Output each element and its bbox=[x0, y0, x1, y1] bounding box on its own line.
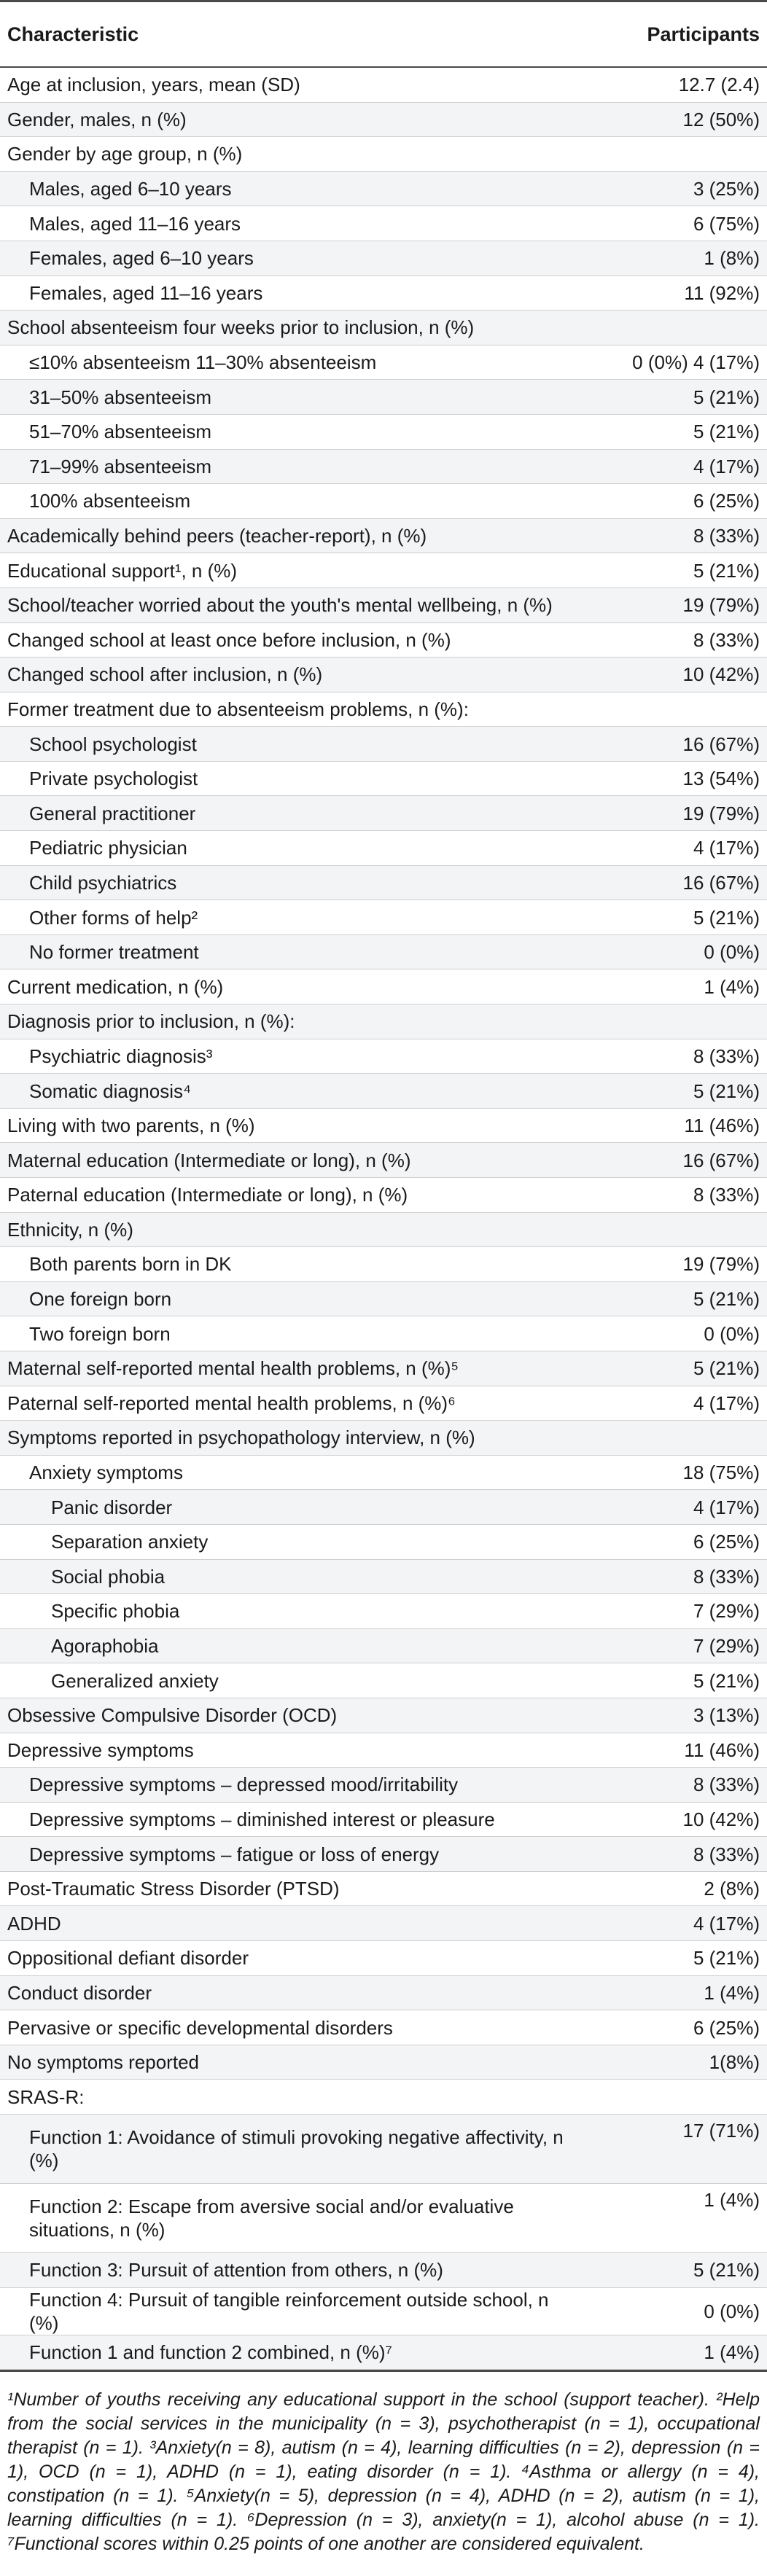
table-row bbox=[0, 1525, 767, 1560]
table-row bbox=[0, 831, 767, 866]
row-value: 6 (75%) bbox=[693, 212, 760, 235]
row-value: 3 (13%) bbox=[693, 1704, 760, 1727]
row-label: Function 2: Escape from aversive social and/or evaluative situations, n (%) bbox=[29, 2196, 514, 2241]
table-row bbox=[0, 553, 767, 588]
row-value: 13 (54%) bbox=[682, 768, 760, 790]
table-row bbox=[0, 1143, 767, 1178]
row-value: 19 (79%) bbox=[682, 802, 760, 824]
row-value: 7 (29%) bbox=[693, 1600, 760, 1623]
row-label: Social phobia bbox=[51, 1565, 166, 1588]
table-row bbox=[0, 2010, 767, 2045]
row-value: 1 (8%) bbox=[704, 247, 760, 270]
row-label: Females, aged 6–10 years bbox=[29, 247, 254, 270]
row-value: 12 (50%) bbox=[682, 108, 760, 130]
row-value: 18 (75%) bbox=[682, 1461, 760, 1484]
row-label: SRAS-R: bbox=[7, 2085, 85, 2108]
table-row bbox=[0, 1351, 767, 1386]
row-label: Current medication, n (%) bbox=[7, 975, 224, 998]
table-row bbox=[0, 2045, 767, 2080]
row-label: Depressive symptoms – fatigue or loss of energy bbox=[29, 1843, 440, 1865]
row-label: Function 1: Avoidance of stimuli provoking negative affectivity, n (%) bbox=[29, 2126, 564, 2172]
row-label: Academically behind peers (teacher-report), n (%) bbox=[7, 525, 427, 547]
table-row bbox=[0, 1698, 767, 1733]
table-row bbox=[0, 311, 767, 346]
row-label: Depressive symptoms bbox=[7, 1738, 194, 1761]
table-row bbox=[0, 1178, 767, 1213]
row-label: Males, aged 11–16 years bbox=[29, 212, 241, 235]
row-label: Paternal self-reported mental health problems, n (%)⁶ bbox=[7, 1392, 456, 1414]
row-value: 8 (33%) bbox=[693, 1184, 760, 1206]
table-row bbox=[0, 1663, 767, 1698]
row-label: School psychologist bbox=[29, 733, 197, 755]
row-value: 10 (42%) bbox=[682, 1808, 760, 1830]
row-label: 100% absenteeism bbox=[29, 490, 191, 512]
table-row bbox=[0, 1629, 767, 1664]
row-value: 12.7 (2.4) bbox=[678, 74, 760, 96]
row-value: 16 (67%) bbox=[682, 733, 760, 755]
row-label: One foreign born bbox=[29, 1288, 172, 1311]
row-label: Gender, males, n (%) bbox=[7, 108, 187, 130]
row-label: General practitioner bbox=[29, 802, 196, 824]
row-label: ADHD bbox=[7, 1912, 61, 1935]
table-row bbox=[0, 796, 767, 831]
row-value: 1 (4%) bbox=[704, 975, 760, 998]
table-row bbox=[0, 935, 767, 970]
row-value: 4 (17%) bbox=[693, 1912, 760, 1935]
table-row bbox=[0, 1976, 767, 2011]
table-row bbox=[0, 1941, 767, 1976]
row-value: 0 (0%) bbox=[704, 2300, 760, 2322]
table-row bbox=[0, 68, 767, 103]
table-row bbox=[0, 969, 767, 1004]
table-row bbox=[0, 1004, 767, 1039]
row-value: 6 (25%) bbox=[693, 1531, 760, 1553]
table-row bbox=[0, 1213, 767, 1248]
row-value: 8 (33%) bbox=[693, 1045, 760, 1067]
row-label: Living with two parents, n (%) bbox=[7, 1115, 255, 1137]
row-label: Generalized anxiety bbox=[51, 1669, 219, 1692]
row-label: Conduct disorder bbox=[7, 1981, 152, 2004]
table-row bbox=[0, 1906, 767, 1941]
row-value: 4 (17%) bbox=[693, 1392, 760, 1414]
row-value: 17 (71%) bbox=[682, 2120, 760, 2142]
row-value: 0 (0%) bbox=[704, 1322, 760, 1345]
table-row bbox=[0, 1594, 767, 1629]
table-row bbox=[0, 2335, 767, 2370]
table-row bbox=[0, 762, 767, 797]
row-value: 8 (33%) bbox=[693, 525, 760, 547]
row-value: 16 (67%) bbox=[682, 871, 760, 894]
row-label: 71–99% absenteeism bbox=[29, 455, 212, 477]
row-label: Panic disorder bbox=[51, 1496, 173, 1518]
row-value: 5 (21%) bbox=[693, 2259, 760, 2282]
table-row bbox=[0, 657, 767, 692]
row-value: 5 (21%) bbox=[693, 1947, 760, 1970]
row-value: 1 (4%) bbox=[704, 2189, 760, 2212]
table-row bbox=[0, 1456, 767, 1491]
table-row bbox=[0, 1768, 767, 1803]
row-value: 8 (33%) bbox=[693, 628, 760, 651]
row-value: 19 (79%) bbox=[682, 1253, 760, 1276]
table-row bbox=[0, 206, 767, 241]
table-row bbox=[0, 1421, 767, 1456]
row-label: Function 4: Pursuit of tangible reinforcement outside school, n (%) bbox=[29, 2288, 549, 2334]
row-value: 5 (21%) bbox=[693, 386, 760, 408]
row-value: 19 (79%) bbox=[682, 594, 760, 617]
row-label: Other forms of help² bbox=[29, 906, 198, 929]
table-row bbox=[0, 1733, 767, 1768]
table-row bbox=[0, 2080, 767, 2115]
row-label: Specific phobia bbox=[51, 1600, 180, 1623]
table-row bbox=[0, 380, 767, 415]
row-value: 8 (33%) bbox=[693, 1773, 760, 1796]
row-value: 1 (4%) bbox=[704, 2341, 760, 2363]
row-label: School/teacher worried about the youth's mental wellbeing, n (%) bbox=[7, 594, 553, 617]
table-row bbox=[0, 1872, 767, 1907]
row-label: Pediatric physician bbox=[29, 837, 187, 859]
table-row bbox=[0, 276, 767, 311]
row-label: Post-Traumatic Stress Disorder (PTSD) bbox=[7, 1878, 340, 1900]
table-row bbox=[0, 1282, 767, 1317]
row-value: 5 (21%) bbox=[693, 1669, 760, 1692]
row-value: 1(8%) bbox=[709, 2051, 760, 2074]
row-value: 5 (21%) bbox=[693, 559, 760, 582]
row-value: 5 (21%) bbox=[693, 1288, 760, 1311]
row-value: 5 (21%) bbox=[693, 1080, 760, 1102]
row-value: 11 (92%) bbox=[684, 281, 760, 304]
table-body bbox=[0, 68, 767, 2370]
row-value: 2 (8%) bbox=[704, 1878, 760, 1900]
row-label: Private psychologist bbox=[29, 768, 198, 790]
row-value: 0 (0%) 4 (17%) bbox=[632, 351, 760, 374]
table-row bbox=[0, 1074, 767, 1109]
table-row bbox=[0, 1316, 767, 1351]
row-value: 16 (67%) bbox=[682, 1149, 760, 1171]
row-label: Pervasive or specific developmental disorders bbox=[7, 2016, 393, 2039]
row-label: Somatic diagnosis⁴ bbox=[29, 1080, 192, 1102]
table-row bbox=[0, 1803, 767, 1838]
row-label: School absenteeism four weeks prior to inclusion, n (%) bbox=[7, 316, 475, 339]
table-row bbox=[0, 137, 767, 172]
row-label: Depressive symptoms – diminished interest or pleasure bbox=[29, 1808, 495, 1830]
row-label: Maternal self-reported mental health problems, n (%)⁵ bbox=[7, 1357, 459, 1380]
table-row bbox=[0, 450, 767, 485]
table-row bbox=[0, 1490, 767, 1525]
table-row bbox=[0, 484, 767, 519]
row-label: 31–50% absenteeism bbox=[29, 386, 212, 408]
row-value: 7 (29%) bbox=[693, 1635, 760, 1658]
row-value: 3 (25%) bbox=[693, 178, 760, 200]
row-value: 11 (46%) bbox=[684, 1115, 760, 1137]
table-row bbox=[0, 241, 767, 276]
row-label: ≤10% absenteeism 11–30% absenteeism bbox=[29, 351, 377, 374]
table-row bbox=[0, 866, 767, 901]
table-row bbox=[0, 623, 767, 658]
header-characteristic: Characteristic bbox=[7, 23, 139, 45]
row-label: Depressive symptoms – depressed mood/irritability bbox=[29, 1773, 459, 1796]
row-label: Oppositional defiant disorder bbox=[7, 1947, 249, 1970]
row-label: Changed school after inclusion, n (%) bbox=[7, 663, 323, 686]
row-label: Maternal education (Intermediate or long), n (%) bbox=[7, 1149, 411, 1171]
row-label: Function 3: Pursuit of attention from others, n (%) bbox=[29, 2259, 443, 2282]
row-label: Symptoms reported in psychopathology interview, n (%) bbox=[7, 1426, 475, 1449]
table-row bbox=[0, 172, 767, 207]
row-value: 8 (33%) bbox=[693, 1565, 760, 1588]
table-row bbox=[0, 1109, 767, 1144]
row-label: Function 1 and function 2 combined, n (%)⁷ bbox=[29, 2341, 392, 2363]
row-label: Agoraphobia bbox=[51, 1635, 159, 1658]
table-row bbox=[0, 415, 767, 450]
row-label: Females, aged 11–16 years bbox=[29, 281, 263, 304]
row-value: 0 (0%) bbox=[704, 941, 760, 964]
table-row bbox=[0, 2115, 767, 2184]
row-value: 4 (17%) bbox=[693, 1496, 760, 1518]
row-label: Separation anxiety bbox=[51, 1531, 209, 1553]
table-row bbox=[0, 727, 767, 762]
row-value: 11 (46%) bbox=[684, 1738, 760, 1761]
table-row bbox=[0, 1247, 767, 1282]
row-value: 5 (21%) bbox=[693, 1357, 760, 1380]
table-row bbox=[0, 519, 767, 554]
row-value: 4 (17%) bbox=[693, 837, 760, 859]
table-header bbox=[0, 0, 767, 68]
row-label: Educational support¹, n (%) bbox=[7, 559, 238, 582]
row-label: No symptoms reported bbox=[7, 2051, 199, 2074]
row-label: Paternal education (Intermediate or long), n (%) bbox=[7, 1184, 408, 1206]
row-label: Diagnosis prior to inclusion, n (%): bbox=[7, 1010, 295, 1033]
row-label: Both parents born in DK bbox=[29, 1253, 232, 1276]
row-value: 5 (21%) bbox=[693, 906, 760, 929]
row-value: 5 (21%) bbox=[693, 421, 760, 443]
table-row bbox=[0, 346, 767, 380]
table-row bbox=[0, 900, 767, 935]
table-row bbox=[0, 1386, 767, 1421]
row-label: No former treatment bbox=[29, 941, 199, 964]
row-label: Two foreign born bbox=[29, 1322, 171, 1345]
row-label: 51–70% absenteeism bbox=[29, 421, 212, 443]
row-value: 6 (25%) bbox=[693, 2016, 760, 2039]
row-value: 10 (42%) bbox=[682, 663, 760, 686]
row-label: Age at inclusion, years, mean (SD) bbox=[7, 74, 300, 96]
row-label: Changed school at least once before inclusion, n (%) bbox=[7, 628, 451, 651]
row-label: Gender by age group, n (%) bbox=[7, 143, 243, 165]
table-footnote: ¹Number of youths receiving any educational support in the school (support teacher). ²Help from the social services in the municipality (n = 3), psychotherapist (n = 1), occupational therapist (n = 1). ³Anxiety(n = 8), autism (n = 4), learning difficulties (n = 2), depression (n = 1), OCD (n = 1), ADHD (n = 1), eating disorder (n = 1). ⁴Asthma or allergy (n = 4), constipation (n = 1). ⁵Anxiety(n = 5), depression (n = 4), ADHD (n = 2), autism (n = 1), learning difficulties (n = 1). ⁶Depression (n = 3), anxiety(n = 1), alcohol abuse (n = 1). ⁷Functional scores within 0.25 points of one another are considered equivalent. bbox=[7, 2389, 760, 2555]
table-row bbox=[0, 1837, 767, 1872]
row-value: 1 (4%) bbox=[704, 1981, 760, 2004]
row-label: Former treatment due to absenteeism problems, n (%): bbox=[7, 698, 469, 720]
table-row bbox=[0, 588, 767, 623]
row-label: Anxiety symptoms bbox=[29, 1461, 183, 1484]
table-row bbox=[0, 692, 767, 727]
row-label: Psychiatric diagnosis³ bbox=[29, 1045, 213, 1067]
row-value: 8 (33%) bbox=[693, 1843, 760, 1865]
table-row bbox=[0, 1039, 767, 1074]
row-value: 6 (25%) bbox=[693, 490, 760, 512]
table-row bbox=[0, 103, 767, 138]
table-row bbox=[0, 2253, 767, 2288]
header-participants: Participants bbox=[647, 23, 760, 45]
row-label: Males, aged 6–10 years bbox=[29, 178, 232, 200]
table-row bbox=[0, 1560, 767, 1595]
row-label: Child psychiatrics bbox=[29, 871, 177, 894]
table-row bbox=[0, 2184, 767, 2253]
row-label: Ethnicity, n (%) bbox=[7, 1218, 133, 1241]
row-value: 4 (17%) bbox=[693, 455, 760, 477]
row-label: Obsessive Compulsive Disorder (OCD) bbox=[7, 1704, 338, 1727]
table-row bbox=[0, 2288, 767, 2335]
